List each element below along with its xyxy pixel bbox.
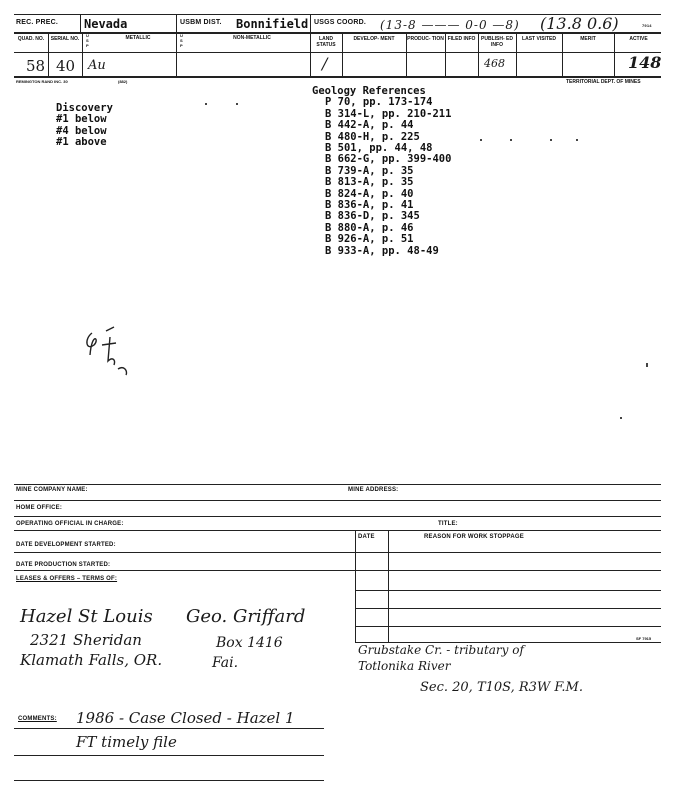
left-notes <box>56 103 113 149</box>
owner1-name: Hazel St Louis <box>20 606 153 627</box>
divider <box>176 14 177 76</box>
coord-scribble: (13-8 ——— 0-0 —8) <box>380 18 520 32</box>
title-label: TITLE: <box>438 521 458 527</box>
owner2-addr1: Box 1416 <box>216 635 283 651</box>
rec-prec-value: Nevada <box>84 17 128 31</box>
location-line-1: Grubstake Cr. - tributary of <box>358 643 524 657</box>
comments-rule <box>14 780 324 781</box>
table-row-rule <box>355 626 661 627</box>
note-line: #4 below <box>56 124 107 137</box>
quad-no-value: 58 <box>26 57 46 75</box>
reason-col-header: REASON FOR WORK STOPPAGE <box>424 534 524 540</box>
nonmetallic-header: NON-METALLIC <box>233 35 271 41</box>
form-rule <box>14 552 661 553</box>
comments-rule <box>14 755 324 756</box>
note-line: Discovery <box>56 102 113 114</box>
land-status-header: LAND STATUS <box>316 36 336 48</box>
reference-item: B 933-A, pp. 48-49 <box>325 244 439 257</box>
mine-company-label: MINE COMPANY NAME: <box>16 487 88 493</box>
form-rule <box>14 570 661 571</box>
reference-item: B 813-A, p. 35 <box>325 176 414 189</box>
reference-item: B 480-H, p. 225 <box>325 130 420 143</box>
territorial-dept: TERRITORIAL DEPT. OF MINES <box>566 79 641 85</box>
reference-item: B 824-A, p. 40 <box>325 187 414 200</box>
metallic-header: METALLIC <box>125 35 151 41</box>
divider <box>80 14 81 32</box>
comment-line-1: 1986 - Case Closed - Hazel 1 <box>76 709 295 727</box>
prod-started-label: DATE PRODUCTION STARTED: <box>16 562 111 568</box>
reference-item: B 662-G, pp. 399-400 <box>325 153 452 166</box>
usbm-dist-value: Bonnifield <box>236 17 309 31</box>
dev-started-label: DATE DEVELOPMENT STARTED: <box>16 542 116 548</box>
reference-item: B 880-A, p. 46 <box>325 221 414 234</box>
owner2-addr2: Fai. <box>212 655 239 671</box>
geology-references <box>312 86 451 257</box>
date-col-header: DATE <box>358 534 375 540</box>
reference-item: B 836-A, p. 41 <box>325 199 414 212</box>
speck <box>620 417 622 419</box>
divider <box>82 32 83 76</box>
speck <box>510 139 512 141</box>
land-status-value: / <box>322 54 328 73</box>
table-row-rule <box>355 590 661 591</box>
table-row-rule <box>355 608 661 609</box>
reference-item: B 501, pp. 44, 48 <box>325 142 433 155</box>
metallic-codes: U S P <box>86 33 89 48</box>
location-line-2: Totlonika River <box>358 659 451 673</box>
reference-item: P 70, pp. 173-174 <box>325 96 433 109</box>
merit-header: MERIT <box>580 36 596 42</box>
speck <box>646 363 648 367</box>
speck <box>205 103 207 105</box>
divider <box>614 32 615 76</box>
speck <box>236 103 238 105</box>
location-line-3: Sec. 20, T10S, R3W F.M. <box>420 680 583 695</box>
reference-item: B 926-A, p. 51 <box>325 233 414 246</box>
printer-mark: REMINGTON RAND INC. 30 <box>16 79 68 84</box>
owner1-addr1: 2321 Sheridan <box>30 631 142 649</box>
leases-label: LEASES & OFFERS – TERMS OF: <box>16 576 118 582</box>
published-info-header: PUBLISH- ED INFO <box>481 36 513 48</box>
form-number: SF 7915 <box>636 636 652 641</box>
owner2-name: Geo. Griffard <box>186 606 306 627</box>
filed-info-header: FILED INFO <box>447 36 476 42</box>
reference-item: B 836-D, p. 345 <box>325 210 420 223</box>
form-rule <box>14 530 661 531</box>
production-header: PRODUC- TION <box>407 36 444 42</box>
owner1-addr2: Klamath Falls, OR. <box>20 651 163 669</box>
form-rule <box>14 484 661 485</box>
note-line: #1 below <box>56 113 107 126</box>
speck <box>480 139 482 141</box>
comment-line-2: FT timely file <box>76 733 177 751</box>
operating-official-label: OPERATING OFFICIAL IN CHARGE: <box>16 521 124 527</box>
header-bottom-rule <box>14 76 661 78</box>
serial-no-value: 40 <box>56 57 76 75</box>
coord-handwritten: (13.8 0.6) <box>540 14 619 33</box>
printer-code: (882) <box>118 79 128 84</box>
header-sub-rule <box>14 52 661 53</box>
usgs-coord-label: USGS COORD. <box>314 19 366 26</box>
development-header: DEVELOP- MENT <box>353 36 395 42</box>
form-rule <box>14 516 661 517</box>
speck <box>550 139 552 141</box>
active-value: 148 <box>628 53 662 72</box>
serial-no-header: SERIAL NO. <box>50 36 80 42</box>
home-office-label: HOME OFFICE: <box>16 505 63 511</box>
commodity-value: Au <box>88 58 106 73</box>
nonmetallic-codes: U S P <box>180 33 183 48</box>
coord-suffix: 7914 <box>642 23 652 28</box>
comments-rule <box>14 728 324 729</box>
reference-item: B 739-A, p. 35 <box>325 164 414 177</box>
reference-item: B 442-A, p. 44 <box>325 119 414 132</box>
mine-address-label: MINE ADDRESS: <box>348 487 399 493</box>
published-info-value: 468 <box>484 57 505 70</box>
quad-no-header: QUAD. NO. <box>17 36 45 42</box>
rec-prec-label: REC. PREC. <box>16 19 59 26</box>
scribble-mark <box>80 325 140 385</box>
note-line: #1 above <box>56 136 107 149</box>
speck <box>576 139 578 141</box>
last-visited-header: LAST VISITED <box>522 36 556 42</box>
active-header: ACTIVE <box>629 36 648 42</box>
form-rule <box>14 500 661 501</box>
reference-item: B 314-L, pp. 210-211 <box>325 107 452 120</box>
comments-label: COMMENTS: <box>18 716 57 722</box>
usbm-dist-label: USBM DIST. <box>180 19 222 26</box>
geology-title: Geology References <box>312 85 426 97</box>
